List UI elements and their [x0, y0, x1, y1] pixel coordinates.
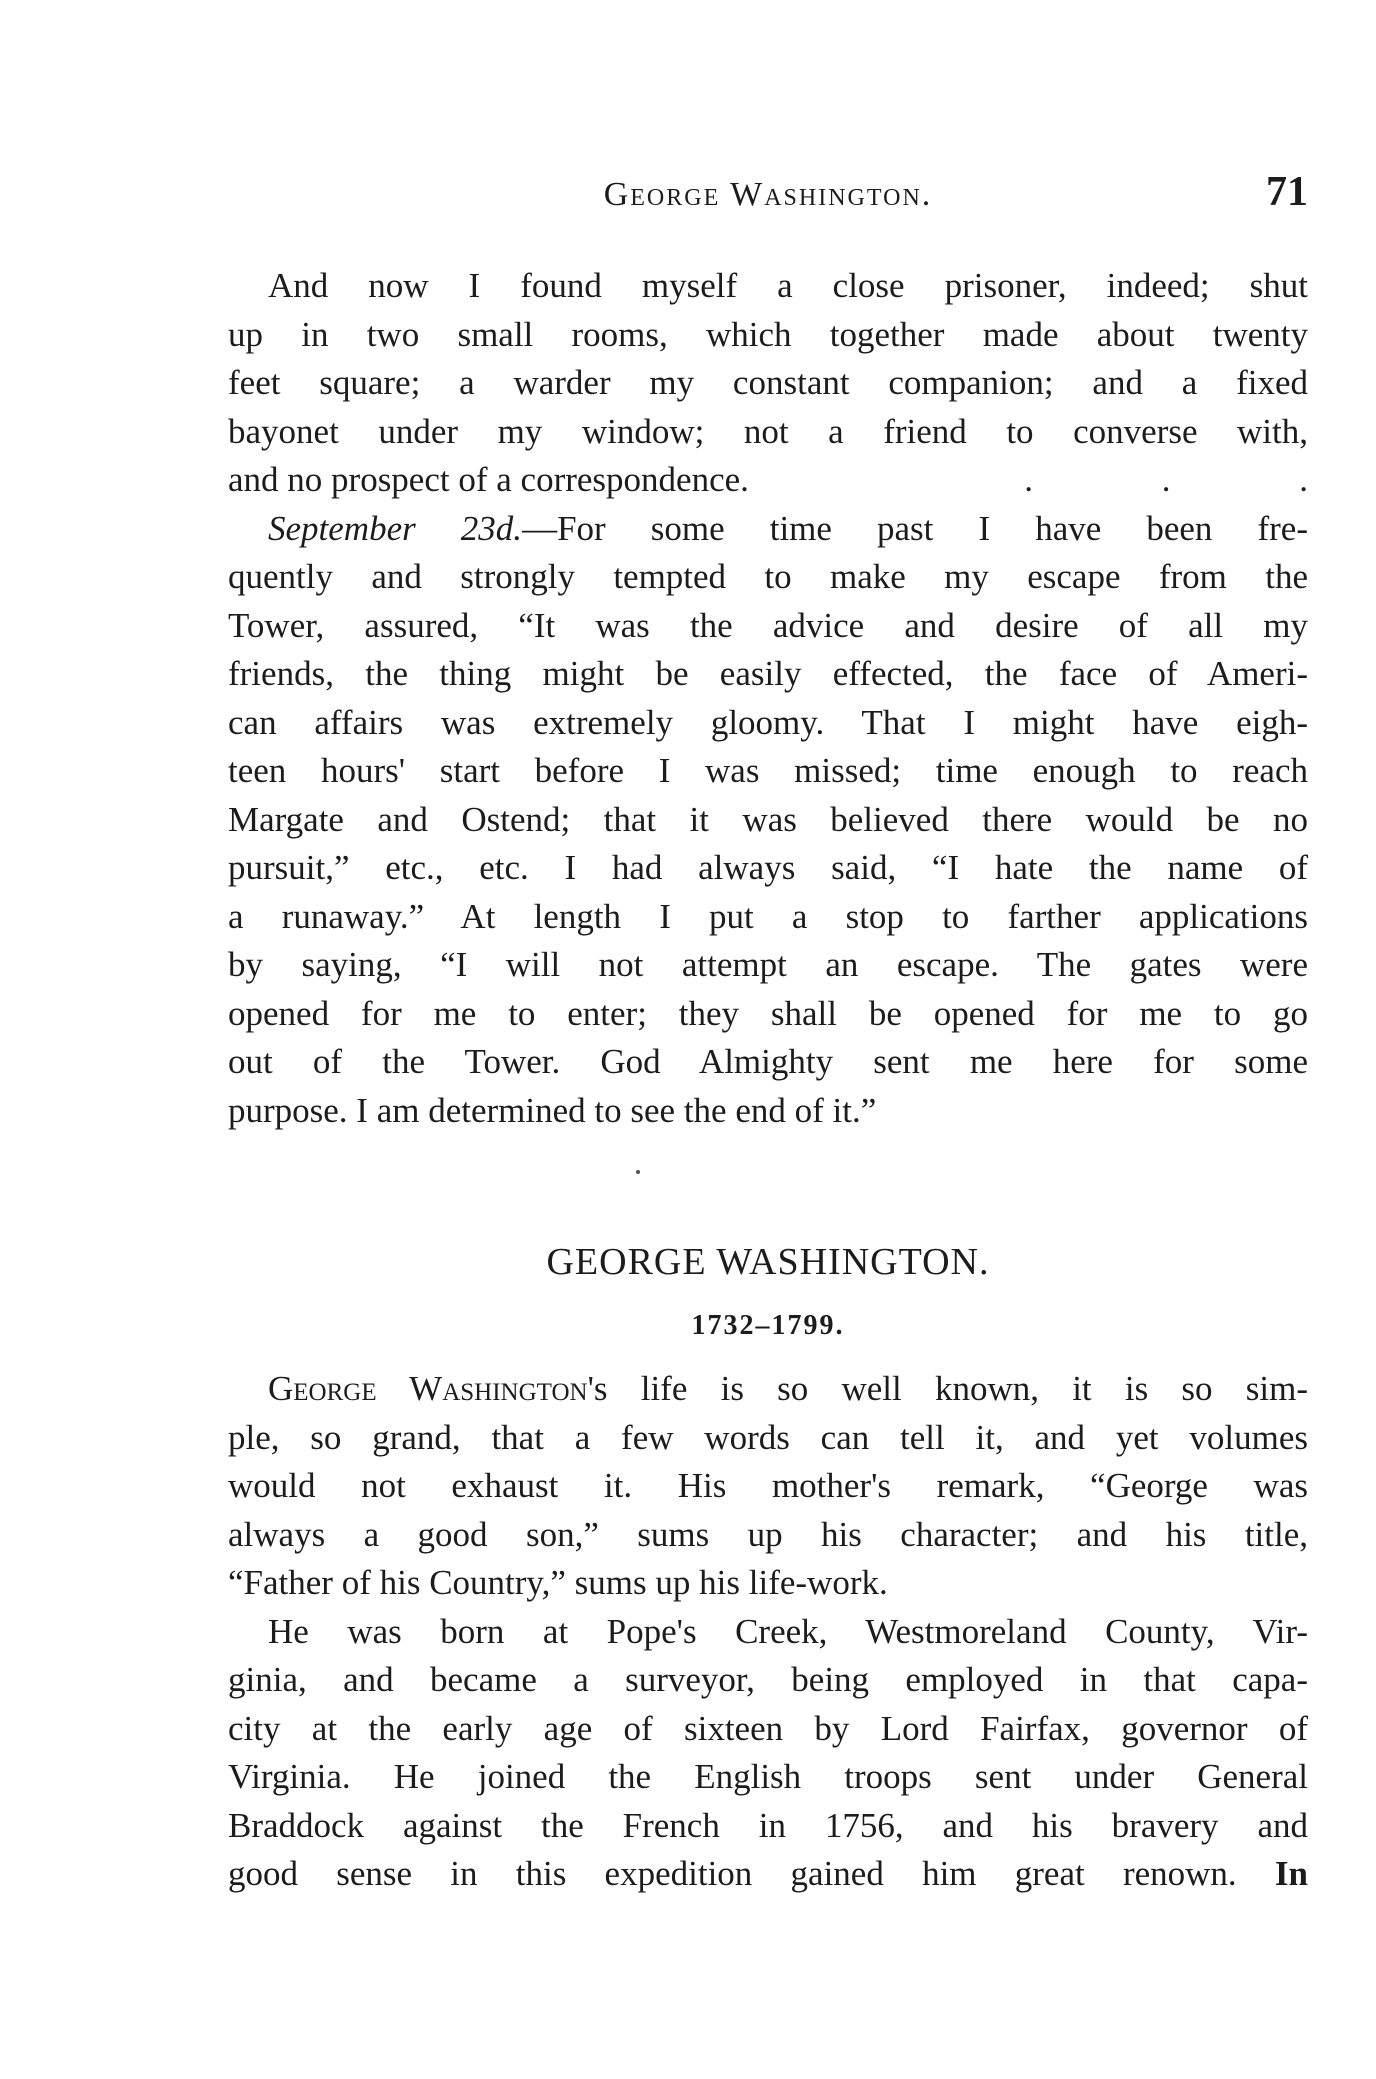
text-fragment: good sense in this expedition gained him great renown.: [228, 1854, 1237, 1893]
text-fragment: —For some time past I have been fre-: [522, 508, 1308, 548]
text-line: ple, so grand, that a few words can tell it, and yet volumes: [228, 1417, 1308, 1457]
print-speck: [636, 1170, 640, 1174]
text-line: [228, 1365, 1308, 1414]
text-line: feet square; a warder my constant companion; and a fixed: [228, 363, 1308, 402]
text-line: up in two small rooms, which together made about twenty: [228, 314, 1308, 354]
text-line: [228, 1850, 1308, 1899]
text-line: Tower, assured, “It was the advice and desire of all my: [228, 605, 1308, 645]
text-line: Virginia. He joined the English troops sent under General: [228, 1757, 1308, 1796]
text-fragment-bold: In: [1274, 1854, 1308, 1893]
passage-prison-diary: [228, 262, 1368, 1135]
text-line: pursuit,” etc., etc. I had always said, “I hate the name of: [228, 848, 1308, 887]
text-line: Margate and Ostend; that it was believed there would be no: [228, 799, 1308, 839]
section-title: GEORGE WASHINGTON.: [546, 1241, 990, 1283]
text-line: opened for me to enter; they shall be opened for me to go: [228, 993, 1308, 1033]
text-line: “Father of his Country,” sums up his life-work.: [228, 1563, 888, 1602]
subject-name: George Washington: [268, 1369, 588, 1408]
text-line: He was born at Pope's Creek, Westmoreland County, Vir-: [268, 1611, 1308, 1651]
text-fragment: and no prospect of a correspondence.: [228, 460, 749, 499]
passage-biography: [228, 1365, 1308, 1899]
text-line: a runaway.” At length I put a stop to farther applications: [228, 896, 1308, 936]
diary-date: September 23d.: [268, 508, 523, 548]
text-line: teen hours' start before I was missed; time enough to reach: [228, 751, 1308, 790]
text-line: can affairs was extremely gloomy. That I might have eigh-: [228, 702, 1308, 742]
text-line: And now I found myself a close prisoner, indeed; shut: [268, 266, 1308, 305]
text-line: always a good son,” sums up his character; and his title,: [228, 1514, 1308, 1554]
text-line: [228, 505, 1308, 554]
text-line: [228, 456, 1368, 505]
text-line: would not exhaust it. His mother's remark, “George was: [228, 1466, 1308, 1505]
text-line: out of the Tower. God Almighty sent me here for some: [228, 1042, 1308, 1081]
text-line: by saying, “I will not attempt an escape. The gates were: [228, 945, 1308, 984]
text-fragment: 's life is so well known, it is so sim-: [587, 1369, 1308, 1408]
text-line: city at the early age of sixteen by Lord Fairfax, governor of: [228, 1708, 1308, 1748]
running-title: George Washington.: [603, 176, 933, 213]
text-line: friends, the thing might be easily effected, the face of Ameri-: [228, 654, 1308, 693]
ellipsis-dots: . . .: [1024, 460, 1368, 499]
text-line: ginia, and became a surveyor, being employed in that capa-: [228, 1660, 1308, 1699]
running-head: [228, 168, 1308, 228]
page-number: 71: [1266, 169, 1308, 215]
text-line: bayonet under my window; not a friend to converse with,: [228, 411, 1308, 451]
section-years: 1732–1799.: [691, 1310, 845, 1341]
text-line: quently and strongly tempted to make my escape from the: [228, 557, 1308, 596]
text-line: purpose. I am determined to see the end of it.”: [228, 1090, 877, 1130]
text-line: Braddock against the French in 1756, and his bravery and: [228, 1805, 1308, 1845]
